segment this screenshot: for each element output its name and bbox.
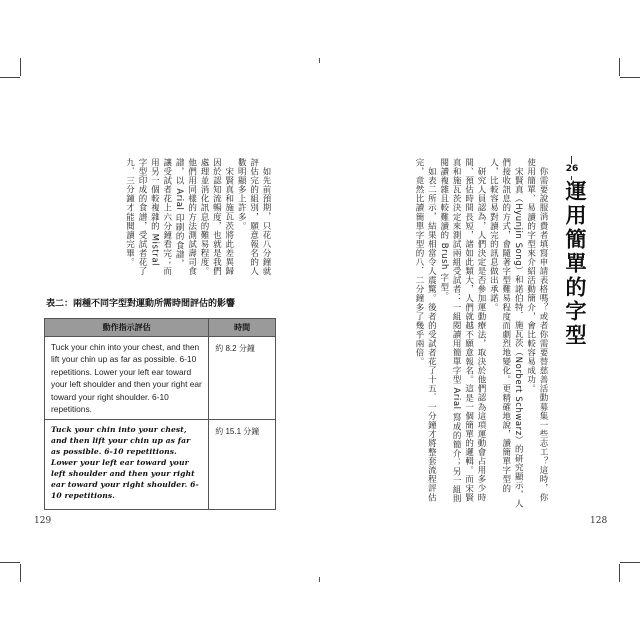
paragraph: 如先前預期，只花八分鐘就評估完的組別，願意報名的人數明顯多上許多。 bbox=[236, 158, 271, 276]
page-number-left: 129 bbox=[34, 516, 52, 526]
page-number-right: 128 bbox=[590, 516, 608, 526]
paragraph: 研究人員認為，人們決定是否參加運動療法，取決於他們認為這項運動會占用多少時間、預估時間長短，諸如此類大，人們就越不願意報名。這是一個簡單的邏輯。而宋賢真和施瓦茨決定來測試兩組受試者：一組閱讀用簡單字型 Arial 寫成的簡介；另一組則閱讀複雜且較難讀的 Brush 字型。 bbox=[438, 158, 486, 504]
spine-mark-top bbox=[319, 58, 320, 63]
chapter-rule-top bbox=[571, 156, 572, 164]
column-header-time: 時間 bbox=[209, 319, 276, 337]
evaluation-table bbox=[44, 318, 276, 510]
crop-mark bbox=[0, 77, 20, 78]
table-row bbox=[45, 337, 276, 420]
chapter-title: 運用簡單的字型 bbox=[563, 180, 588, 348]
right-page-body bbox=[413, 158, 549, 510]
left-page-body bbox=[123, 158, 272, 276]
crop-mark bbox=[620, 77, 640, 78]
column-header-instruction: 動作指示評估 bbox=[45, 319, 209, 337]
spine-mark-bottom bbox=[319, 577, 320, 582]
instruction-cell-simple-font: Tuck your chin into your chest, and then lift your chin up as far as possible. 6-10 repetitions. Lower your left ear toward your left shoulder and then your right ear toward your right shoulder. 6-10 repetitions. bbox=[45, 337, 209, 420]
crop-mark bbox=[620, 562, 640, 563]
crop-mark bbox=[619, 58, 620, 76]
crop-mark bbox=[0, 562, 20, 563]
paragraph: 你需要說服消費者填寫申請表格嗎？或者你需要替慈善活動募集一些志工？這時，你使用簡單、易讀的字型來介紹活動簡介，會比較容易成功。 bbox=[525, 158, 548, 502]
crop-mark bbox=[20, 58, 21, 76]
paragraph: 如表二所示，結果相當令人震驚。後者的受試者花了十五．一分鐘才將整套流程評估完，竟然比讀簡單字型的八．二分鐘多了幾乎兩倍。 bbox=[413, 158, 437, 502]
paragraph: 宋賢真和施瓦茨將此差異歸因於認知流暢度，也就是我們處理並消化訊息的難易程度。他們用同樣的方法測試壽司食譜，以 Arial 印刷的食譜，讓受試者花上六分鐘看完；而用另一個較複雜的 Mistral 字型印成的食譜，受試者花了九．三分鐘才能閱讀完畢。 bbox=[124, 158, 234, 276]
time-cell: 約 15.1 分鐘 bbox=[209, 420, 276, 510]
chapter-number: 26 bbox=[565, 164, 579, 174]
time-cell: 約 8.2 分鐘 bbox=[209, 337, 276, 420]
paragraph: 宋賢真（Hyunjin Song）和諾伯特．施瓦茨（Norbert Schwarz）的研究顯示，人們接收訊息的方式，會隨著字型難易程度而劇烈地變化。更精確地說，讀簡單字型的人，比較容易對讀完的訊息做出承諾。 bbox=[488, 158, 524, 508]
table-header-row bbox=[45, 319, 276, 337]
table-row bbox=[45, 420, 276, 510]
table-caption: 表二：兩種不同字型對運動所需時間評估的影響 bbox=[46, 299, 236, 309]
crop-mark bbox=[20, 564, 21, 582]
crop-mark bbox=[619, 564, 620, 582]
instruction-cell-brush-font: Tuck your chin into your chest, and then lift your chin up as far as possible. 6-10 repetitions. Lower your left ear toward your left shoulder and then your right ear toward your right shoulder. 6-10 repetitions. bbox=[45, 420, 209, 510]
